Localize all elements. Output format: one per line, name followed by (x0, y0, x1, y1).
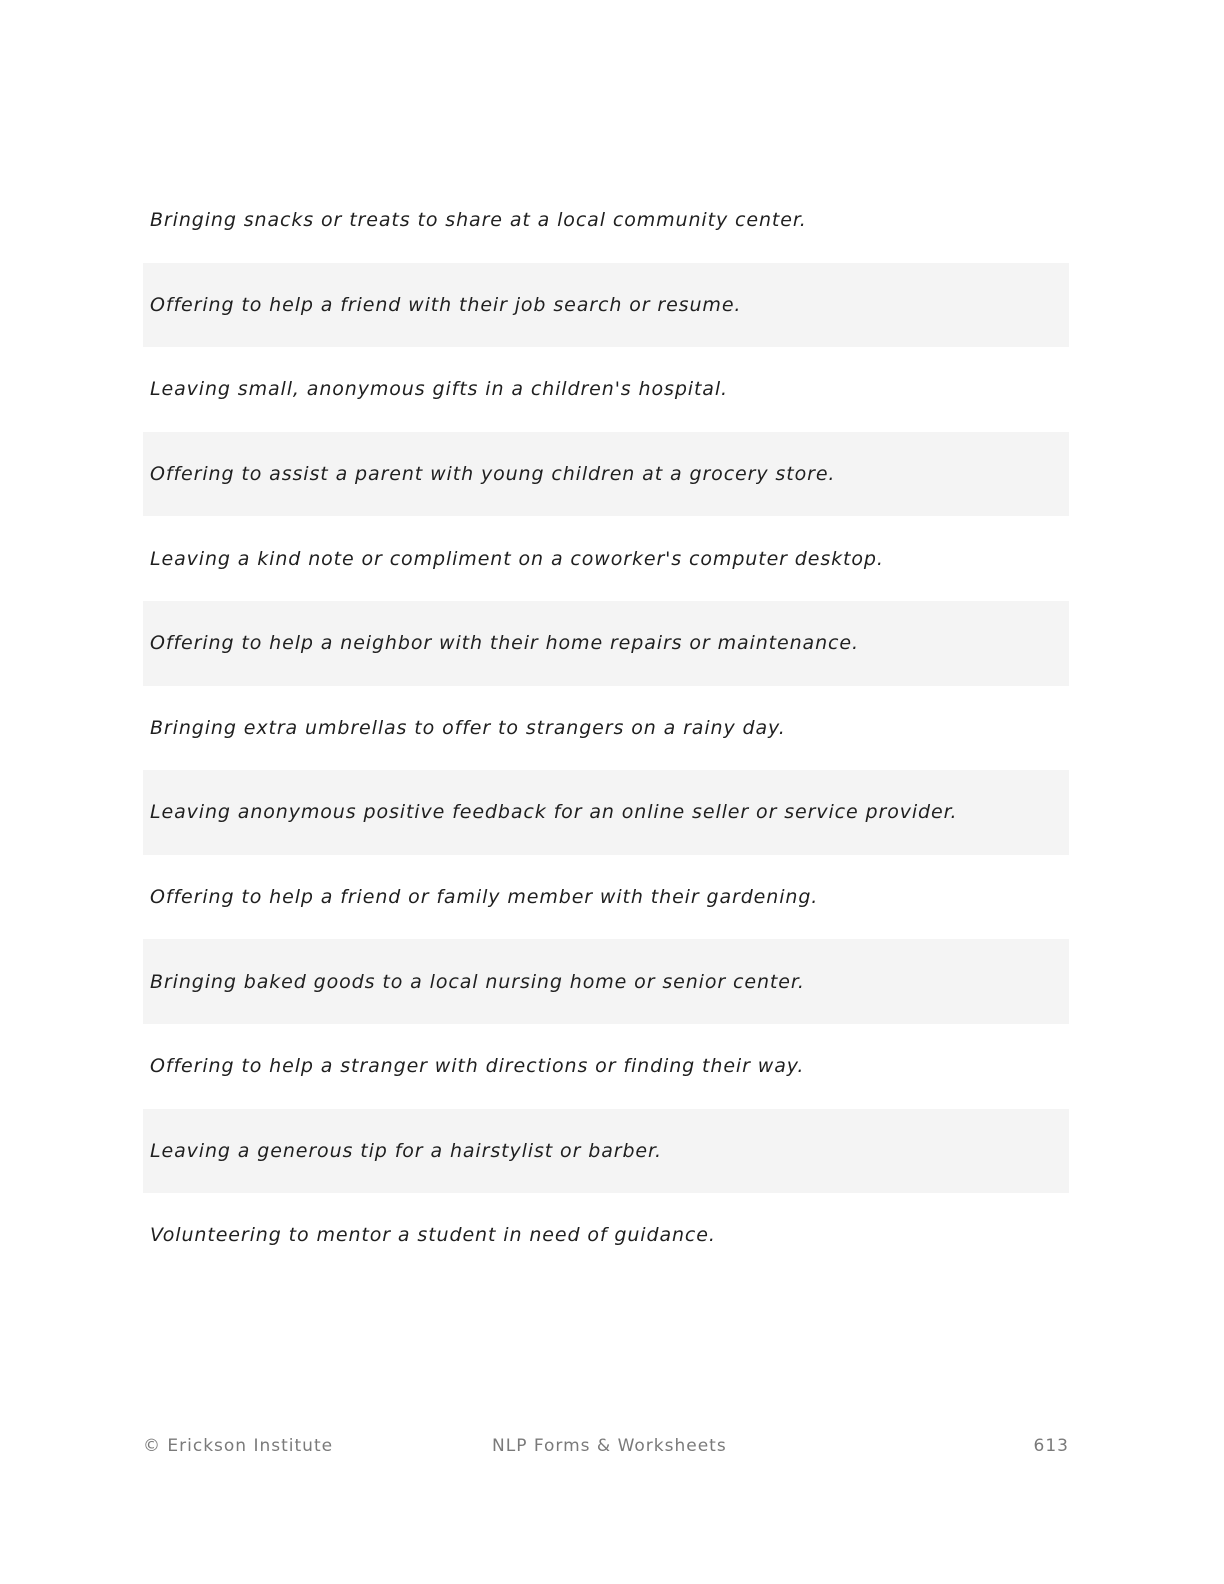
footer-copyright: © Erickson Institute (143, 1436, 334, 1456)
list-item-text: Leaving anonymous positive feedback for an online seller or service provider. (150, 801, 958, 824)
list-item-text: Bringing extra umbrellas to offer to strangers on a rainy day. (150, 716, 786, 739)
list-item (143, 686, 1069, 771)
kindness-ideas-list (143, 178, 1069, 1278)
list-item (143, 1193, 1069, 1278)
footer-title: NLP Forms & Worksheets (492, 1436, 727, 1456)
list-item (143, 855, 1069, 940)
page-number: 613 (1033, 1436, 1069, 1456)
list-item (143, 770, 1069, 855)
list-item (143, 939, 1069, 1024)
list-item-text: Offering to assist a parent with young children at a grocery store. (150, 463, 836, 486)
list-item-text: Offering to help a neighbor with their home repairs or maintenance. (150, 632, 859, 655)
list-item-text: Bringing baked goods to a local nursing home or senior center. (150, 970, 805, 993)
list-item (143, 601, 1069, 686)
list-item (143, 347, 1069, 432)
list-item-text: Offering to help a friend with their job search or resume. (150, 293, 742, 316)
list-item-text: Leaving a kind note or compliment on a coworker's computer desktop. (150, 547, 884, 570)
list-item-text: Offering to help a stranger with directions or finding their way. (150, 1055, 805, 1078)
list-item (143, 516, 1069, 601)
list-item (143, 263, 1069, 348)
list-item-text: Leaving a generous tip for a hairstylist or barber. (150, 1139, 662, 1162)
page-footer (143, 1436, 1069, 1460)
list-item-text: Volunteering to mentor a student in need of guidance. (150, 1224, 716, 1247)
list-item-text: Bringing snacks or treats to share at a local community center. (150, 209, 807, 232)
list-item (143, 1024, 1069, 1109)
list-item (143, 178, 1069, 263)
list-item-text: Offering to help a friend or family member with their gardening. (150, 886, 819, 909)
list-item (143, 432, 1069, 517)
list-item (143, 1109, 1069, 1194)
list-item-text: Leaving small, anonymous gifts in a children's hospital. (150, 378, 728, 401)
